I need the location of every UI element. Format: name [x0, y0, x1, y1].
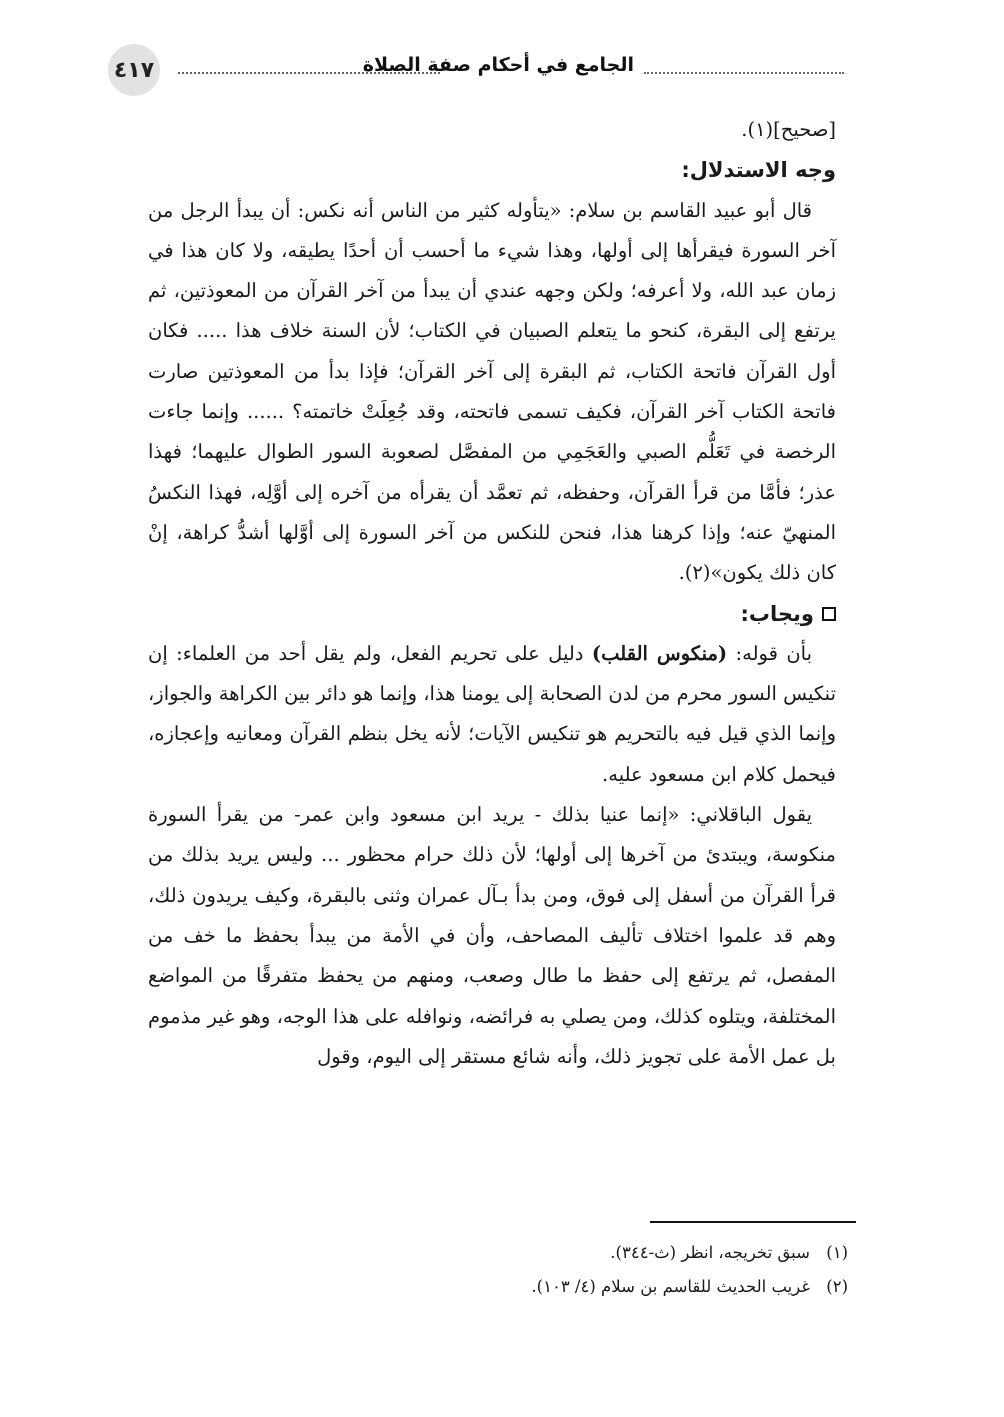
- footnote-divider: [650, 1221, 856, 1223]
- response-text: دليل على تحريم الفعل، ولم يقل أحد من العلماء: إن تنكيس السور محرم من لدن الصحابة إلى يومنا هذا، وإنما هو دائر بين الكراهة والجواز، وإنما الذي قيل فيه بالتحريم هو تنكيس الآيات؛ لأنه يخل بنظم القرآن ومعانيه وإعجازه، فيحمل كلام ابن مسعود عليه.: [148, 641, 836, 786]
- footnote-2-text: غريب الحديث للقاسم بن سلام (٤/ ١٠٣).: [531, 1277, 810, 1296]
- footnote-2-number: (٢): [826, 1277, 848, 1296]
- heading-response-label: ويجاب:: [740, 601, 814, 626]
- footnotes: [168, 1236, 856, 1304]
- footnote-1-number: (١): [826, 1243, 848, 1262]
- paragraph-abu-ubaid: قال أبو عبيد القاسم بن سلام: «يتأوله كثير من الناس أنه نكس: أن يبدأ الرجل من آخر السورة فيقرأها إلى أولها، وهذا شيء ما أحسب أن أحدًا يطيقه، ولا كان هذا في زمان عبد الله، ولا أعرفه؛ ولكن وجهه عندي أن يبدأ من آخر القرآن من المعوذتين، ثم يرتفع إلى البقرة، كنحو ما يتعلم الصبيان في الكتاب؛ لأن السنة خلاف هذا ..... فكان أول القرآن فاتحة الكتاب، ثم البقرة إلى آخر القرآن؛ فإذا بدأ من المعوذتين صارت فاتحة الكتاب آخر القرآن، فكيف تسمى فاتحته، وقد جُعِلَتْ خاتمته؟ ...... وإنما جاءت الرخصة في تَعَلُّم الصبي والعَجَمِي من المفصَّل لصعوبة السور الطوال عليهما؛ فهذا عذر؛ فأمَّا من قرأ القرآن، وحفظه، ثم تعمَّد أن يقرأه من آخره إلى أوَّلِه، فهذا النكسُ المنهيّ عنه؛ وإذا كرهنا هذا، فنحن للنكس من آخر السورة إلى أوَّلها أشدُّ كراهة، إنْ كان ذلك يكون»(٢).: [148, 198, 836, 585]
- response-intro: بأن قوله:: [727, 641, 813, 665]
- response-quote: (منكوس القلب): [591, 641, 728, 665]
- page-number: ٤١٧: [108, 44, 160, 96]
- header-dots-right: [644, 72, 844, 74]
- heading-evidence: وجه الاستدلال:: [681, 158, 836, 183]
- heading-response: [148, 594, 836, 634]
- book-title: الجامع في أحكام صفة الصلاة: [362, 54, 634, 76]
- footnote-2: [168, 1270, 856, 1304]
- paragraph-response: [148, 634, 836, 795]
- page-header: [108, 40, 844, 96]
- square-bullet-icon: [822, 607, 836, 621]
- paragraph-authentication: [صحيح](١).: [741, 118, 836, 141]
- footnote-1-text: سبق تخريجه، انظر (ث-٣٤٤).: [610, 1243, 810, 1262]
- footnote-1: [168, 1236, 856, 1270]
- paragraph-baqillani: يقول الباقلاني: «إنما عنيا بذلك - يريد ابن مسعود وابن عمر- من يقرأ السورة منكوسة، ويبتدئ من آخرها إلى أولها؛ لأن ذلك حرام محظور ... وليس يريد بذلك من قرأ القرآن من أسفل إلى فوق، ومن بدأ بـآل عمران وثنى بالبقرة، وكيف يريدون ذلك، وهم قد علموا اختلاف تأليف المصاحف، وأن في الأمة من يبدأ بحفظ ما خف من المفصل، ثم يرتفع إلى حفظ ما طال وصعب، ومنهم من يحفظ متفرقًا من المواضع المختلفة، ويتلوه كذلك، ومن يصلي به فرائضه، ونوافله على هذا الوجه، وهو غير مذموم بل عمل الأمة على تجويز ذلك، وأنه شائع مستقر إلى اليوم، وقول: [148, 803, 836, 1068]
- main-text: [148, 110, 836, 1077]
